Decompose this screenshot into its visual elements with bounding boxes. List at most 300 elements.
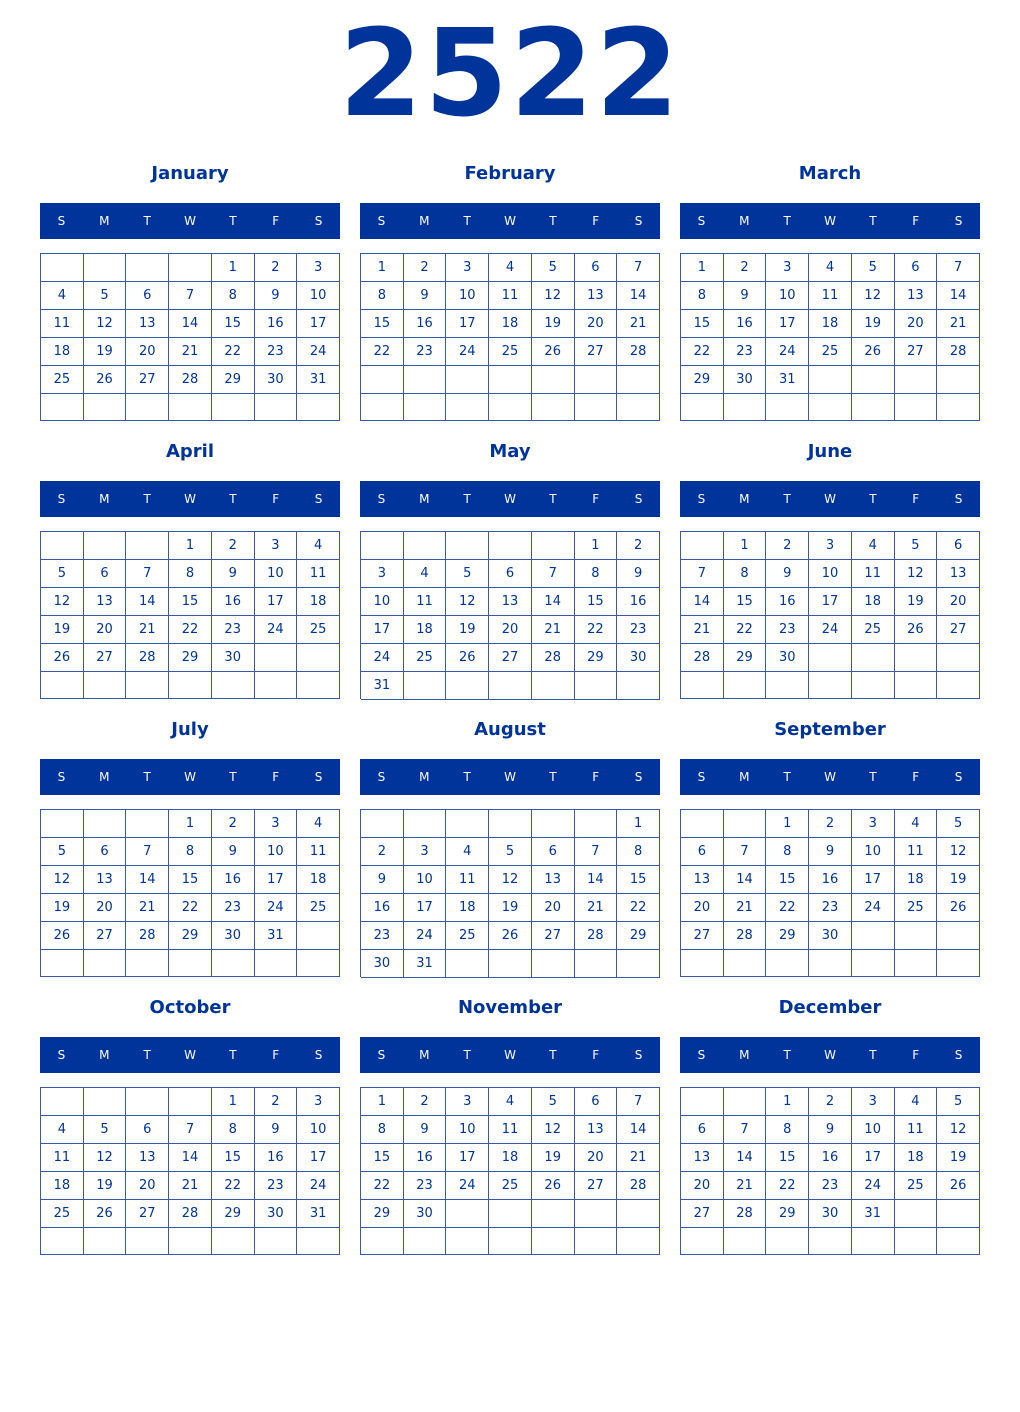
day-cell — [489, 532, 532, 560]
day-grid — [360, 531, 660, 699]
day-cell: 27 — [489, 644, 532, 672]
day-cell: 24 — [255, 894, 298, 922]
day-cell: 18 — [297, 588, 340, 616]
day-cell — [681, 1088, 724, 1116]
day-cell: 4 — [489, 1088, 532, 1116]
day-cell: 10 — [852, 838, 895, 866]
day-cell — [126, 810, 169, 838]
day-cell: 9 — [255, 282, 298, 310]
day-cell: 28 — [169, 366, 212, 394]
year-title: 2522 — [339, 5, 681, 144]
weekday-label: S — [377, 1048, 386, 1062]
day-cell: 23 — [809, 1172, 852, 1200]
day-cell: 14 — [617, 1116, 660, 1144]
day-cell: 6 — [575, 1088, 618, 1116]
day-cell: 2 — [212, 532, 255, 560]
day-cell: 3 — [297, 1088, 340, 1116]
day-cell — [84, 394, 127, 421]
weekday-label: S — [634, 214, 643, 228]
day-cell: 29 — [617, 922, 660, 950]
day-cell — [617, 1228, 660, 1255]
day-cell — [852, 394, 895, 421]
day-cell: 30 — [617, 644, 660, 672]
month-title: January — [151, 163, 229, 184]
day-cell: 26 — [84, 1200, 127, 1228]
day-cell — [41, 1228, 84, 1255]
day-cell — [255, 644, 298, 672]
day-cell — [937, 366, 980, 394]
month-title: November — [457, 997, 563, 1018]
day-cell: 5 — [937, 810, 980, 838]
month-may — [360, 440, 660, 708]
day-cell: 2 — [255, 1088, 298, 1116]
day-cell: 13 — [126, 1144, 169, 1172]
weekday-label: S — [954, 214, 963, 228]
day-cell: 15 — [169, 866, 212, 894]
day-cell: 24 — [255, 616, 298, 644]
day-cell: 2 — [404, 254, 447, 282]
day-cell: 3 — [404, 838, 447, 866]
day-cell — [895, 1200, 938, 1228]
day-cell: 27 — [895, 338, 938, 366]
day-cell: 30 — [212, 644, 255, 672]
weekday-label: S — [634, 492, 643, 506]
day-cell: 13 — [681, 1144, 724, 1172]
day-cell: 5 — [446, 560, 489, 588]
day-cell: 10 — [255, 838, 298, 866]
day-cell: 16 — [766, 588, 809, 616]
day-cell: 1 — [724, 532, 767, 560]
day-cell: 30 — [404, 1200, 447, 1228]
day-cell: 7 — [169, 282, 212, 310]
weekday-header — [360, 203, 660, 239]
day-cell — [489, 1200, 532, 1228]
weekday-label: F — [912, 492, 920, 506]
day-cell — [404, 1228, 447, 1255]
day-cell — [852, 644, 895, 672]
day-cell: 22 — [212, 1172, 255, 1200]
day-cell: 28 — [169, 1200, 212, 1228]
day-cell — [617, 950, 660, 978]
day-cell — [575, 1228, 618, 1255]
day-cell — [84, 1088, 127, 1116]
day-cell: 15 — [766, 1144, 809, 1172]
day-cell: 4 — [41, 282, 84, 310]
day-cell: 23 — [724, 338, 767, 366]
day-cell: 1 — [361, 1088, 404, 1116]
day-cell: 14 — [126, 588, 169, 616]
day-cell: 5 — [41, 560, 84, 588]
weekday-label: M — [739, 1048, 750, 1062]
day-cell: 21 — [126, 894, 169, 922]
weekday-label: W — [824, 492, 836, 506]
weekday-label: T — [549, 1048, 557, 1062]
day-cell: 9 — [404, 1116, 447, 1144]
day-cell — [297, 922, 340, 950]
day-cell: 16 — [212, 866, 255, 894]
day-cell: 28 — [724, 1200, 767, 1228]
weekday-label: F — [272, 770, 280, 784]
day-cell: 13 — [84, 588, 127, 616]
day-cell: 16 — [404, 310, 447, 338]
day-cell: 20 — [84, 894, 127, 922]
day-cell: 24 — [852, 1172, 895, 1200]
day-cell: 4 — [895, 1088, 938, 1116]
day-cell — [404, 366, 447, 394]
day-cell: 23 — [809, 894, 852, 922]
day-grid — [680, 809, 980, 977]
day-grid — [40, 809, 340, 977]
weekday-label: S — [57, 492, 66, 506]
day-cell: 17 — [446, 1144, 489, 1172]
weekday-header — [680, 481, 980, 517]
day-cell — [404, 810, 447, 838]
day-cell — [532, 810, 575, 838]
day-cell — [937, 394, 980, 421]
day-cell: 1 — [361, 254, 404, 282]
day-cell: 7 — [575, 838, 618, 866]
day-cell: 24 — [852, 894, 895, 922]
weekday-label: W — [184, 492, 196, 506]
day-cell: 15 — [617, 866, 660, 894]
day-cell: 22 — [617, 894, 660, 922]
day-cell — [766, 394, 809, 421]
day-cell — [809, 672, 852, 699]
day-cell: 5 — [532, 1088, 575, 1116]
day-cell: 19 — [84, 338, 127, 366]
weekday-label: F — [592, 1048, 600, 1062]
day-cell: 17 — [255, 866, 298, 894]
day-cell: 10 — [766, 282, 809, 310]
day-cell: 21 — [126, 616, 169, 644]
day-cell — [575, 672, 618, 700]
day-cell: 14 — [617, 282, 660, 310]
weekday-label: F — [592, 214, 600, 228]
day-cell — [446, 1228, 489, 1255]
day-cell — [126, 254, 169, 282]
weekday-label: M — [419, 1048, 430, 1062]
day-cell: 17 — [766, 310, 809, 338]
day-cell: 21 — [724, 1172, 767, 1200]
month-april — [40, 440, 340, 708]
day-cell: 17 — [297, 1144, 340, 1172]
day-cell — [937, 644, 980, 672]
day-cell: 17 — [361, 616, 404, 644]
weekday-label: T — [143, 770, 151, 784]
day-cell: 25 — [895, 894, 938, 922]
day-cell — [489, 672, 532, 700]
day-cell: 12 — [937, 838, 980, 866]
day-cell: 10 — [809, 560, 852, 588]
day-cell: 20 — [126, 1172, 169, 1200]
day-cell — [126, 672, 169, 699]
day-cell — [937, 922, 980, 950]
day-cell: 31 — [404, 950, 447, 978]
day-grid — [360, 253, 660, 421]
day-cell: 27 — [575, 1172, 618, 1200]
day-cell: 10 — [361, 588, 404, 616]
weekday-label: T — [463, 214, 471, 228]
day-cell: 5 — [532, 254, 575, 282]
day-cell: 29 — [724, 644, 767, 672]
weekday-label: W — [824, 770, 836, 784]
day-cell: 19 — [41, 616, 84, 644]
day-cell: 5 — [895, 532, 938, 560]
weekday-label: W — [504, 1048, 516, 1062]
weekday-label: W — [504, 770, 516, 784]
day-cell: 27 — [681, 1200, 724, 1228]
day-cell — [937, 1228, 980, 1255]
day-cell — [895, 366, 938, 394]
day-cell: 8 — [766, 1116, 809, 1144]
day-cell: 31 — [852, 1200, 895, 1228]
day-cell: 1 — [212, 254, 255, 282]
day-cell: 7 — [126, 560, 169, 588]
weekday-label: T — [143, 1048, 151, 1062]
month-title: July — [171, 719, 209, 740]
weekday-label: M — [739, 492, 750, 506]
day-cell: 26 — [489, 922, 532, 950]
day-cell: 11 — [297, 560, 340, 588]
month-february — [360, 162, 660, 430]
month-march — [680, 162, 980, 430]
day-cell: 2 — [766, 532, 809, 560]
day-cell: 24 — [297, 338, 340, 366]
day-cell: 25 — [489, 1172, 532, 1200]
day-cell — [169, 672, 212, 699]
day-cell: 5 — [84, 1116, 127, 1144]
day-cell: 9 — [809, 838, 852, 866]
day-cell: 25 — [489, 338, 532, 366]
day-cell: 8 — [724, 560, 767, 588]
day-cell: 25 — [852, 616, 895, 644]
day-cell — [724, 394, 767, 421]
day-cell — [937, 1200, 980, 1228]
day-cell: 22 — [575, 616, 618, 644]
day-cell: 15 — [361, 1144, 404, 1172]
day-cell: 17 — [809, 588, 852, 616]
weekday-label: M — [419, 214, 430, 228]
day-cell: 28 — [724, 922, 767, 950]
day-cell: 2 — [724, 254, 767, 282]
day-cell: 5 — [41, 838, 84, 866]
day-cell: 30 — [766, 644, 809, 672]
day-cell — [41, 1088, 84, 1116]
weekday-label: S — [314, 214, 323, 228]
day-cell — [255, 394, 298, 421]
day-cell: 4 — [297, 532, 340, 560]
day-cell — [361, 366, 404, 394]
weekday-label: W — [184, 214, 196, 228]
weekday-label: M — [99, 492, 110, 506]
day-cell: 18 — [41, 338, 84, 366]
weekday-label: T — [783, 214, 791, 228]
day-cell: 20 — [575, 1144, 618, 1172]
day-cell: 26 — [937, 894, 980, 922]
day-cell: 19 — [852, 310, 895, 338]
month-title: February — [464, 163, 556, 184]
day-cell — [681, 1228, 724, 1255]
day-cell: 17 — [852, 866, 895, 894]
day-cell — [169, 1088, 212, 1116]
day-cell: 16 — [404, 1144, 447, 1172]
day-cell: 7 — [617, 254, 660, 282]
day-cell: 16 — [212, 588, 255, 616]
day-cell: 22 — [724, 616, 767, 644]
day-cell: 26 — [41, 644, 84, 672]
day-cell: 3 — [852, 810, 895, 838]
weekday-header — [360, 759, 660, 795]
day-cell: 11 — [852, 560, 895, 588]
day-cell: 28 — [126, 644, 169, 672]
day-cell: 4 — [489, 254, 532, 282]
weekday-label: S — [57, 214, 66, 228]
day-cell: 20 — [681, 894, 724, 922]
day-cell: 19 — [937, 866, 980, 894]
day-cell: 15 — [212, 310, 255, 338]
day-cell — [895, 394, 938, 421]
day-cell — [126, 1088, 169, 1116]
day-cell — [852, 922, 895, 950]
weekday-label: T — [869, 492, 877, 506]
weekday-label: F — [912, 214, 920, 228]
day-cell: 24 — [446, 1172, 489, 1200]
day-cell — [212, 1228, 255, 1255]
day-cell: 18 — [809, 310, 852, 338]
day-cell: 8 — [169, 838, 212, 866]
day-cell: 14 — [724, 866, 767, 894]
weekday-label: S — [634, 1048, 643, 1062]
day-cell: 23 — [255, 338, 298, 366]
day-cell — [852, 672, 895, 699]
weekday-label: M — [99, 770, 110, 784]
month-june — [680, 440, 980, 708]
month-july — [40, 718, 340, 986]
day-cell: 25 — [297, 894, 340, 922]
day-cell: 17 — [852, 1144, 895, 1172]
day-cell — [169, 394, 212, 421]
day-cell: 29 — [212, 366, 255, 394]
weekday-label: S — [954, 492, 963, 506]
day-cell: 3 — [446, 1088, 489, 1116]
weekday-label: S — [377, 492, 386, 506]
day-cell: 22 — [212, 338, 255, 366]
day-cell: 30 — [212, 922, 255, 950]
day-cell — [575, 950, 618, 978]
weekday-header — [40, 759, 340, 795]
month-december — [680, 996, 980, 1264]
day-cell — [126, 394, 169, 421]
day-cell: 29 — [169, 922, 212, 950]
day-cell: 26 — [84, 366, 127, 394]
day-cell: 1 — [681, 254, 724, 282]
day-cell: 30 — [809, 922, 852, 950]
day-cell: 16 — [617, 588, 660, 616]
weekday-label: M — [99, 1048, 110, 1062]
day-cell: 8 — [169, 560, 212, 588]
day-cell: 12 — [446, 588, 489, 616]
day-cell: 25 — [404, 644, 447, 672]
day-cell: 27 — [681, 922, 724, 950]
day-cell: 31 — [361, 672, 404, 700]
day-cell — [446, 672, 489, 700]
day-cell — [532, 1200, 575, 1228]
day-cell: 2 — [617, 532, 660, 560]
day-cell: 11 — [489, 1116, 532, 1144]
day-cell: 15 — [169, 588, 212, 616]
day-cell — [361, 394, 404, 422]
day-cell: 19 — [937, 1144, 980, 1172]
day-cell — [169, 1228, 212, 1255]
day-cell: 11 — [895, 1116, 938, 1144]
day-cell — [41, 672, 84, 699]
day-cell — [297, 950, 340, 977]
day-cell: 9 — [404, 282, 447, 310]
day-cell: 7 — [724, 1116, 767, 1144]
day-cell: 18 — [489, 310, 532, 338]
day-cell: 14 — [575, 866, 618, 894]
day-cell: 27 — [937, 616, 980, 644]
day-cell — [84, 254, 127, 282]
day-cell: 14 — [126, 866, 169, 894]
month-title: June — [807, 441, 853, 462]
day-cell: 23 — [361, 922, 404, 950]
day-cell — [681, 950, 724, 977]
day-cell: 27 — [532, 922, 575, 950]
day-cell: 19 — [895, 588, 938, 616]
day-cell — [575, 366, 618, 394]
day-cell — [489, 810, 532, 838]
day-cell: 19 — [532, 1144, 575, 1172]
day-cell: 29 — [575, 644, 618, 672]
day-cell — [212, 394, 255, 421]
day-cell — [766, 1228, 809, 1255]
day-cell: 10 — [297, 1116, 340, 1144]
day-cell: 13 — [489, 588, 532, 616]
day-cell: 18 — [489, 1144, 532, 1172]
day-cell: 18 — [404, 616, 447, 644]
day-cell: 6 — [126, 1116, 169, 1144]
day-cell: 15 — [766, 866, 809, 894]
day-cell: 7 — [169, 1116, 212, 1144]
day-cell: 4 — [446, 838, 489, 866]
day-cell — [532, 950, 575, 978]
day-grid — [360, 1087, 660, 1255]
day-cell: 7 — [532, 560, 575, 588]
day-cell: 7 — [617, 1088, 660, 1116]
day-cell — [724, 1228, 767, 1255]
day-cell: 10 — [297, 282, 340, 310]
day-cell — [489, 366, 532, 394]
day-cell: 18 — [41, 1172, 84, 1200]
day-cell — [126, 1228, 169, 1255]
day-cell: 22 — [766, 894, 809, 922]
weekday-label: T — [463, 1048, 471, 1062]
day-cell: 19 — [446, 616, 489, 644]
weekday-label: T — [549, 770, 557, 784]
day-cell: 12 — [41, 866, 84, 894]
day-cell: 3 — [446, 254, 489, 282]
day-cell: 12 — [852, 282, 895, 310]
day-cell — [617, 366, 660, 394]
day-cell — [297, 644, 340, 672]
day-cell — [809, 1228, 852, 1255]
day-cell: 23 — [404, 1172, 447, 1200]
day-cell: 12 — [84, 310, 127, 338]
weekday-label: F — [272, 492, 280, 506]
month-title: August — [474, 719, 546, 740]
weekday-header — [680, 1037, 980, 1073]
